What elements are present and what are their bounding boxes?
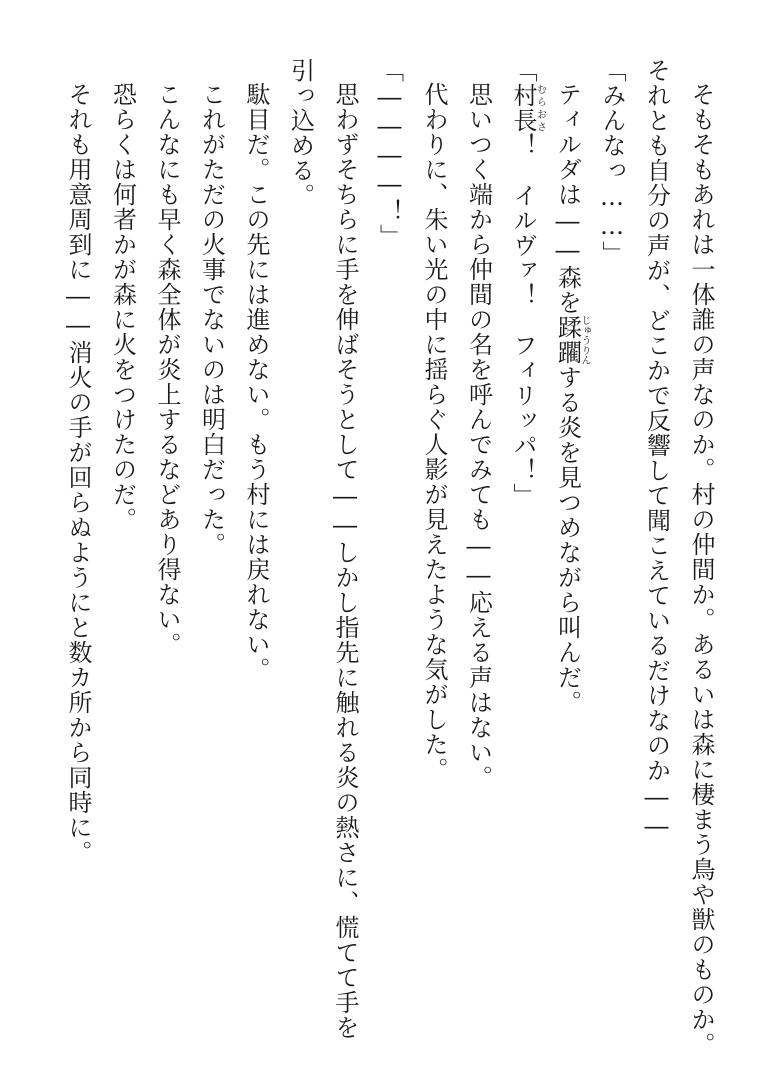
ruby-reading: じゅうりん: [579, 315, 590, 365]
text-segment: こんなにも早く森全体が炎上するなどあり得ない。: [153, 82, 181, 657]
paragraph-p9: [234, 58, 279, 1058]
paragraph-p11: [145, 58, 190, 1058]
paragraph-p10: [189, 58, 234, 1058]
text-segment: 恐らくは何者かが森に火をつけたのだ。: [108, 82, 137, 532]
ruby-base: 蹂躙: [553, 315, 582, 365]
paragraph-p6: [412, 58, 457, 1058]
vertical-text-body: [56, 58, 724, 1058]
paragraph-p1: [634, 58, 723, 1058]
text-segment: ！ イルヴァ！ フィリッパ！」: [509, 133, 537, 508]
ruby-word: [509, 83, 546, 133]
paragraph-p5: [456, 58, 501, 1058]
ruby-word: [553, 315, 590, 365]
paragraph-p13: [56, 58, 101, 1058]
ruby-base: 村長: [509, 83, 537, 133]
text-segment: する炎を見つめながら叫んだ。: [553, 365, 582, 715]
paragraph-p4: [501, 58, 546, 1058]
text-segment: 代わりに、朱い光の中に揺らぐ人影が見えたような気がした。: [420, 82, 448, 782]
text-segment: そもそもあれは一体誰の声なのか。村の仲間か。あるいは森に棲まう鳥や獣のものか。それとも自分の声が、どこかで反響して聞こえているだけなのか――: [642, 58, 715, 1057]
text-segment: 「みんなっ……」: [598, 58, 626, 266]
text-segment: 「――――！」: [375, 58, 404, 249]
text-segment: ティルダは――森を: [553, 82, 582, 315]
text-segment: これがただの火事でないのは明白だった。: [197, 82, 226, 557]
paragraph-p7: [367, 58, 412, 1058]
text-segment: 思いつく端から仲間の名を呼んでみても――応える声はない。: [464, 82, 493, 790]
paragraph-p3: [545, 58, 590, 1058]
text-segment: 「: [509, 58, 537, 83]
ruby-reading: むらおさ: [534, 83, 546, 133]
paragraph-p12: [100, 58, 145, 1058]
text-segment: それも用意周到に――消火の手が回らぬようにと数カ所から同時に。: [64, 82, 92, 865]
text-segment: 駄目だ。この先には進めない。もう村には戻れない。: [242, 82, 270, 682]
text-segment: 思わずそちらに手を伸ばそうとして――しかし指先に触れる炎の熱さに、慌てて手を引っ込める。: [286, 58, 359, 1040]
paragraph-p8: [278, 58, 367, 1058]
paragraph-p2: [590, 58, 635, 1058]
